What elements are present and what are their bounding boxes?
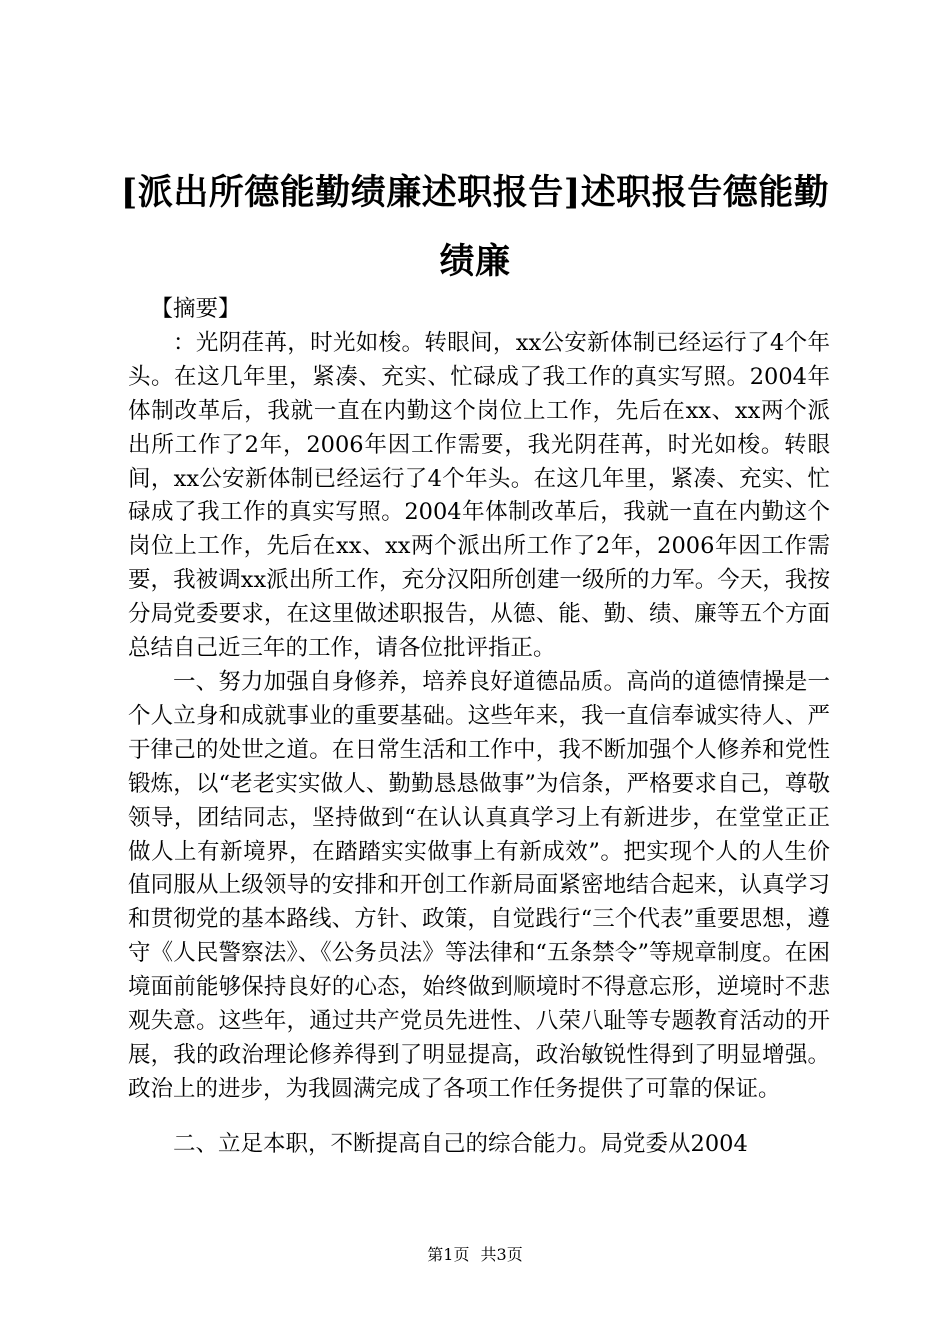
document-title: [派出所德能勤绩廉述职报告]述职报告德能勤绩廉 (120, 172, 830, 282)
page-number: 第1页 (427, 1245, 470, 1264)
document-body (128, 293, 830, 1162)
page-total: 共3页 (480, 1245, 523, 1264)
abstract-label: 【摘要】 (150, 296, 241, 322)
paragraph-intro: ：光阴荏苒，时光如梭。转眼间，xx公安新体制已经运行了4个年头。在这几年里，紧凑、充实、忙碌成了我工作的真实写照。2004年体制改革后，我就一直在内勤这个岗位上工作，先后在xx、xx两个派出所工作了2年，2006年因工作需要，我光阴荏苒，时光如梭。转眼间，xx公安新体制已经运行了4个年头。在这几年里，紧凑、充实、忙碌成了我工作的真实写照。2004年体制改革后，我就一直在内勤这个岗位上工作，先后在xx、xx两个派出所工作了2年，2006年因工作需要，我被调xx派出所工作，充分汉阳所创建一级所的力军。今天，我按分局党委要求，在这里做述职报告，从德、能、勤、绩、廉等五个方面总结自己近三年的工作，请各位批评指正。 (128, 329, 830, 662)
page-footer (0, 1243, 950, 1267)
paragraph-section-two: 二、立足本职，不断提高自己的综合能力。局党委从2004 (173, 1130, 748, 1157)
paragraph-section-one: 一、努力加强自身修养，培养良好道德品质。高尚的道德情操是一个人立身和成就事业的重要基础。这些年来，我一直信奉诚实待人、严于律己的处世之道。在日常生活和工作中，我不断加强个人修养和党性锻炼，以“老老实实做人、勤勤恳恳做事”为信条，严格要求自己，尊敬领导，团结同志，坚持做到“在认认真真学习上有新进步，在堂堂正正做人上有新境界，在踏踏实实做事上有新成效”。把实现个人的人生价值同服从上级领导的安排和开创工作新局面紧密地结合起来，认真学习和贯彻党的基本路线、方针、政策，自觉践行“三个代表”重要思想，遵守《人民警察法》、《公务员法》等法律和“五条禁令”等规章制度。在困境面前能够保持良好的心态，始终做到顺境时不得意忘形，逆境时不悲观失意。这些年，通过共产党员先进性、八荣八耻等专题教育活动的开展，我的政治理论修养得到了明显提高，政治敏锐性得到了明显增强。政治上的进步，为我圆满完成了各项工作任务提供了可靠的保证。 (128, 668, 830, 1102)
